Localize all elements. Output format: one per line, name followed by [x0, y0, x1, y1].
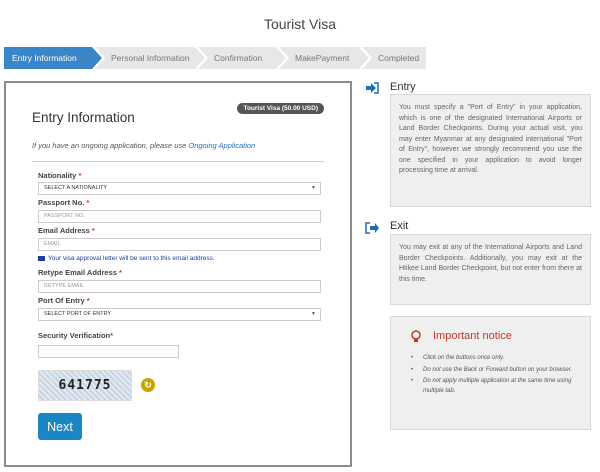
security-label-text: Security Verification	[38, 331, 111, 340]
form-title: Entry Information	[32, 110, 135, 125]
next-button[interactable]: Next	[38, 413, 82, 440]
security-verification-input[interactable]	[38, 345, 179, 358]
step-entry-information[interactable]: Entry Information	[4, 47, 92, 69]
list-item: • Do not apply multiple application at the same time using multiple tab.	[409, 377, 589, 396]
envelope-icon	[38, 256, 45, 261]
important-notice-box	[390, 316, 591, 430]
required-mark: *	[78, 171, 82, 180]
step-personal-information[interactable]: Personal Information	[95, 47, 195, 69]
required-mark: *	[110, 331, 114, 340]
step-make-payment[interactable]: MakePayment	[279, 47, 359, 69]
ongoing-prefix: If you have an ongoing application, please use	[32, 141, 187, 150]
captcha-image: 641775	[38, 370, 132, 401]
exit-heading: Exit	[390, 220, 409, 232]
retype-email-label	[38, 268, 122, 277]
chevron-down-icon: ▼	[311, 311, 316, 317]
retype-email-label-text: Retype Email Address	[38, 268, 117, 277]
port-of-entry-select[interactable]	[38, 308, 321, 321]
sign-in-icon	[365, 82, 379, 94]
notice-title: Important notice	[433, 330, 512, 342]
ongoing-application-link[interactable]: Ongoing Application	[188, 141, 256, 150]
retype-email-input[interactable]: RETYPE EMAIL	[38, 280, 321, 293]
required-mark: *	[119, 268, 122, 277]
port-of-entry-label-text: Port Of Entry	[38, 296, 85, 305]
refresh-captcha-icon[interactable]: ↻	[141, 378, 155, 392]
email-label-text: Email Address	[38, 226, 90, 235]
port-of-entry-value: SELECT PORT OF ENTRY	[44, 311, 112, 317]
entry-info-box: You must specify a "Port of Entry" in your application, which is one of the designated International Airports or Land Border Checkpoints. During your actual visit, you may enter Myanmar at any designated international "Port of Entry", however we strongly recommend you use the one specified in your application to avoid longer processing time at arrival.	[390, 94, 591, 207]
nationality-label	[38, 171, 81, 180]
security-verification-label	[38, 331, 113, 340]
step-completed[interactable]: Completed	[362, 47, 426, 69]
visa-price-badge: Tourist Visa (50.00 USD)	[237, 103, 324, 114]
notice-list	[409, 354, 589, 398]
entry-form-panel	[4, 81, 352, 467]
required-mark: *	[91, 226, 95, 235]
passport-label-text: Passport No.	[38, 198, 85, 207]
nationality-value: SELECT A NATIONALITY	[44, 185, 108, 191]
chevron-down-icon: ▼	[311, 185, 316, 191]
passport-label	[38, 198, 89, 207]
exit-info-box: You may exit at any of the International Airports and Land Border Checkpoints. Additionally, you may exit at the Htikee Land Border Checkpoint, but not enter from there at this time.	[390, 234, 591, 305]
list-item: • Do not use the Back or Forward button on your browser.	[409, 366, 589, 376]
divider	[32, 161, 324, 162]
page-title: Tourist Visa	[263, 16, 337, 32]
step-confirmation[interactable]: Confirmation	[198, 47, 276, 69]
nationality-select[interactable]	[38, 182, 321, 195]
required-mark: *	[86, 296, 90, 305]
email-label	[38, 226, 95, 235]
sign-out-icon	[365, 222, 379, 234]
email-input[interactable]: EMAIL	[38, 238, 321, 251]
email-note-text: Your visa approval letter will be sent to this email address.	[48, 255, 215, 262]
list-item: • Click on the buttons once only.	[409, 354, 589, 364]
nationality-label-text: Nationality	[38, 171, 77, 180]
lightbulb-icon	[411, 330, 421, 344]
port-of-entry-label	[38, 296, 90, 305]
required-mark: *	[86, 198, 90, 207]
passport-input[interactable]: PASSPORT NO.	[38, 210, 321, 223]
ongoing-application-text	[32, 141, 255, 150]
email-note	[38, 255, 215, 262]
progress-steps	[4, 47, 429, 69]
entry-heading: Entry	[390, 81, 416, 93]
